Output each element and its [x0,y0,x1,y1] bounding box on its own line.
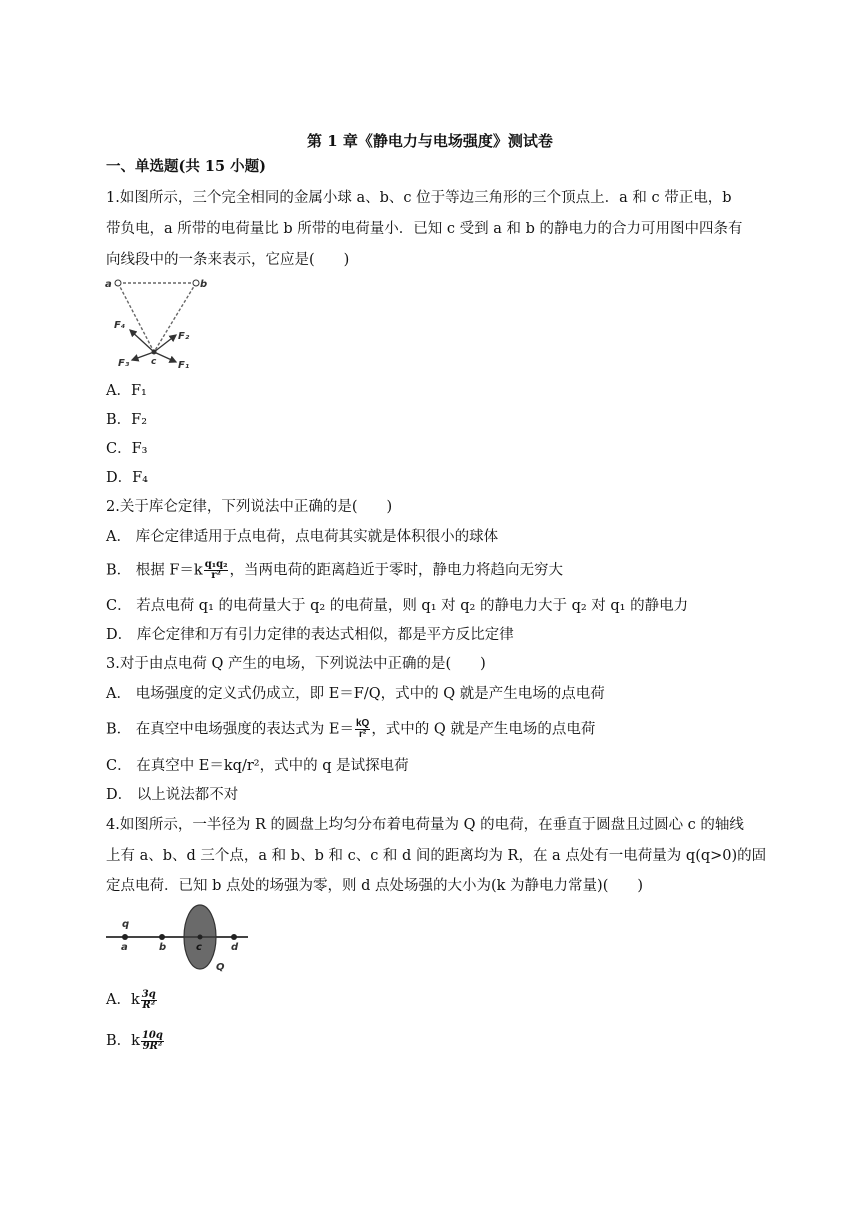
q4-option-b-prefix: B．k [106,1033,140,1049]
page-title: 第 1 章《静电力与电场强度》测试卷 [307,132,553,150]
q1-stem-line-1: 1.如图所示，三个完全相同的金属小球 a、b、c 位于等边三角形的三个顶点上．a 和 c 带正电，b [106,190,732,206]
q3-stem: 3.对于由点电荷 Q 产生的电场，下列说法中正确的是( ) [106,656,486,672]
q3-frac-num: kQ [355,718,370,729]
q2-option-b-suffix: ，当两电荷的距离趋近于零时，静电力将趋向无穷大 [229,562,563,579]
q4-label-q: q [122,919,130,930]
q2-option-b [106,560,563,581]
q4-b-num: 10q [141,1029,163,1041]
q3-option-d: D． 以上说法都不对 [106,787,239,803]
q2-frac-den: r² [211,570,221,581]
q4-option-a-fraction [141,990,157,1011]
q4-stem-line-2: 上有 a、b、d 三个点，a 和 b、b 和 c、c 和 d 间的距离均为 R，在 a 点处有一电荷量为 q(q>0)的固 [106,848,767,864]
q2-option-a: A． 库仑定律适用于点电荷，点电荷其实就是体积很小的球体 [106,529,499,545]
q1-option-a: A．F₁ [106,383,147,399]
q1-label-b: b [200,279,208,290]
q1-triangle-figure [100,276,210,372]
q1-option-b: B．F₂ [106,412,148,428]
q1-label-a: a [105,279,112,290]
q4-option-b-fraction [141,1031,164,1052]
q2-option-d: D． 库仑定律和万有引力定律的表达式相似，都是平方反比定律 [106,627,514,643]
q1-label-F3: F₃ [118,358,130,369]
q4-label-Q: Q [216,962,225,973]
q1-stem-line-3: 向线段中的一条来表示，它应是( ) [106,252,350,268]
q2-formula-fraction [204,560,229,581]
q4-option-a [106,988,158,1012]
q2-option-c: C． 若点电荷 q₁ 的电荷量大于 q₂ 的电荷量，则 q₁ 对 q₂ 的静电力大于 q₂ 对 q₁ 的静电力 [106,598,689,614]
q4-disk-axis-figure [104,903,254,975]
q1-stem-line-2: 带负电，a 所带的电荷量比 b 所带的电荷量小．已知 c 受到 a 和 b 的静电力的合力可用图中四条有 [106,221,743,237]
q3-option-b-prefix: B． 在真空中电场强度的表达式为 E＝ [106,721,354,738]
q3-option-a: A． 电场强度的定义式仍成立，即 E＝F/Q，式中的 Q 就是产生电场的点电荷 [106,686,605,702]
q2-stem: 2.关于库仑定律，下列说法中正确的是( ) [106,499,393,515]
q4-b-den: 9R² [142,1040,163,1052]
q1-label-c: c [151,357,157,367]
q3-formula-fraction [355,719,370,740]
q4-a-num: 3q [141,988,156,1000]
q4-stem-line-1: 4.如图所示，一半径为 R 的圆盘上均匀分布着电荷量为 Q 的电荷，在垂直于圆盘且过圆心 c 的轴线 [106,817,744,833]
section-heading: 一、单选题(共 15 小题) [106,158,266,175]
q1-label-F1: F₁ [178,360,190,371]
q1-option-c: C．F₃ [106,441,148,457]
q4-stem-line-3: 定点电荷．已知 b 点处的场强为零，则 d 点处场强的大小为(k 为静电力常量)( ) [106,878,644,894]
q4-a-den: R² [142,999,156,1011]
q1-option-d: D．F₄ [106,470,148,486]
q1-label-F2: F₂ [178,331,190,342]
q3-frac-den: r² [359,729,367,740]
q1-label-F4: F₄ [114,320,126,331]
q4-label-b: b [159,942,167,953]
q4-label-d: d [231,942,239,953]
q4-option-a-prefix: A．k [106,992,140,1008]
q4-label-c: c [196,942,202,953]
q2-frac-num: q₁q₂ [204,559,228,570]
q4-label-a: a [121,942,128,953]
q2-option-b-prefix: B． 根据 F＝k [106,562,203,579]
q3-option-c: C． 在真空中 E＝kq/r²，式中的 q 是试探电荷 [106,758,409,774]
q4-option-b [106,1029,165,1053]
q3-option-b-suffix: ，式中的 Q 就是产生电场的点电荷 [371,721,596,738]
q3-option-b [106,719,595,740]
